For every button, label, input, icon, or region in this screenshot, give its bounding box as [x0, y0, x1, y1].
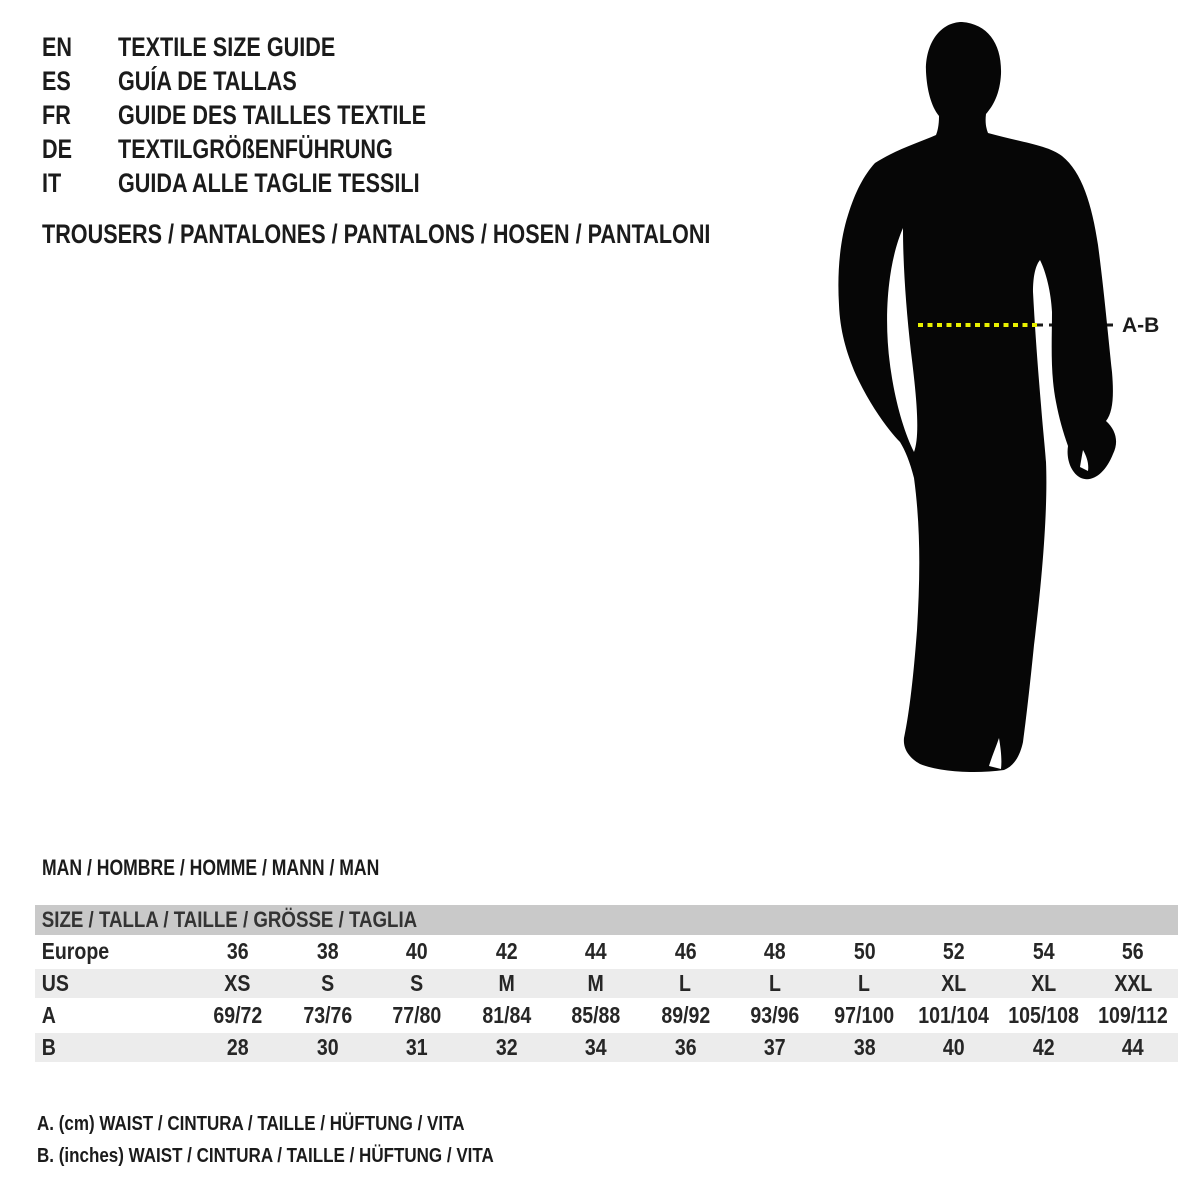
size-cell: 77/80 — [392, 1001, 442, 1028]
size-cell: 97/100 — [834, 1001, 895, 1028]
size-cell: 85/88 — [571, 1001, 621, 1028]
table-row — [35, 935, 1178, 967]
page-title: TROUSERS / PANTALONES / PANTALONS / HOSEN / PANTALONI — [42, 219, 711, 249]
legend-row-es — [42, 64, 503, 98]
size-cell: 44 — [1088, 1031, 1178, 1063]
size-cell: 36 — [226, 937, 249, 964]
size-cell: 38 — [820, 1031, 910, 1063]
size-cell: XS — [193, 967, 283, 999]
lang-title: GUÍA DE TALLAS — [118, 65, 297, 96]
legend-row-it — [42, 166, 503, 200]
size-cell: 81/84 — [481, 1001, 531, 1028]
size-cell: 52 — [943, 937, 965, 964]
size-cell: 34 — [551, 1031, 641, 1063]
size-cell: S — [283, 967, 373, 999]
lang-code: EN — [42, 31, 73, 62]
lang-code: DE — [42, 133, 73, 164]
size-table-body — [35, 905, 1178, 1063]
size-cell: 36 — [641, 1031, 731, 1063]
lang-title: GUIDA ALLE TAGLIE TESSILI — [118, 167, 420, 198]
size-cell: 42 — [495, 937, 518, 964]
size-cell: M — [551, 967, 641, 999]
size-cell: L — [820, 967, 910, 999]
size-cell: 50 — [853, 937, 876, 964]
size-table-header-row — [35, 905, 1178, 935]
size-cell: 109/112 — [1098, 1001, 1168, 1028]
size-cell: 69/72 — [213, 1001, 263, 1028]
size-cell: 40 — [909, 1031, 999, 1063]
size-cell: 46 — [674, 937, 697, 964]
table-row — [35, 967, 1178, 999]
measure-label: A-B — [1122, 314, 1160, 337]
size-cell: L — [641, 967, 731, 999]
size-cell: 30 — [283, 1031, 373, 1063]
man-silhouette — [838, 22, 1116, 772]
size-cell: S — [372, 967, 462, 999]
size-cell: 38 — [316, 937, 339, 964]
size-table-header: SIZE / TALLA / TAILLE / GRÖSSE / TAGLIA — [35, 905, 1178, 935]
section-heading-man: MAN / HOMBRE / HOMME / MANN / MAN — [42, 855, 380, 880]
row-label: Europe — [41, 937, 110, 964]
size-cell: 48 — [764, 937, 786, 964]
size-cell: 54 — [1032, 937, 1055, 964]
size-cell: XL — [999, 967, 1089, 999]
size-cell: 101/104 — [918, 1001, 990, 1028]
legend-row-fr — [42, 98, 503, 132]
note-a: A. (cm) WAIST / CINTURA / TAILLE / HÜFTUNG / VITA — [37, 1112, 465, 1135]
row-label: A — [41, 1001, 56, 1028]
size-cell: 105/108 — [1008, 1001, 1079, 1028]
size-cell: L — [730, 967, 820, 999]
size-cell: 28 — [193, 1031, 283, 1063]
size-cell: 32 — [462, 1031, 552, 1063]
size-cell: 89/92 — [660, 1001, 710, 1028]
lang-title: GUIDE DES TAILLES TEXTILE — [118, 99, 427, 130]
size-cell: 93/96 — [750, 1001, 800, 1028]
size-cell: 40 — [405, 937, 428, 964]
size-cell: 31 — [372, 1031, 462, 1063]
language-legend — [42, 30, 503, 200]
size-table — [35, 905, 1178, 1063]
size-cell: 44 — [585, 937, 607, 964]
table-row — [35, 1031, 1178, 1063]
lang-code: FR — [42, 99, 71, 130]
size-cell: XL — [909, 967, 999, 999]
measurement-notes — [37, 1108, 574, 1172]
lang-code: IT — [42, 167, 62, 198]
lang-title: TEXTILE SIZE GUIDE — [118, 31, 336, 62]
table-row — [35, 999, 1178, 1031]
row-label: US — [35, 967, 193, 999]
note-b: B. (inches) WAIST / CINTURA / TAILLE / HÜFTUNG / VITA — [37, 1144, 494, 1167]
size-cell: XXL — [1088, 967, 1178, 999]
lang-code: ES — [42, 65, 71, 96]
row-label: B — [35, 1031, 193, 1063]
size-cell: 37 — [730, 1031, 820, 1063]
size-cell: 56 — [1122, 937, 1145, 964]
size-cell: 73/76 — [302, 1001, 352, 1028]
legend-row-de — [42, 132, 503, 166]
lang-title: TEXTILGRÖßENFÜHRUNG — [118, 133, 393, 164]
size-cell: M — [462, 967, 552, 999]
size-cell: 42 — [999, 1031, 1089, 1063]
legend-row-en — [42, 30, 503, 64]
